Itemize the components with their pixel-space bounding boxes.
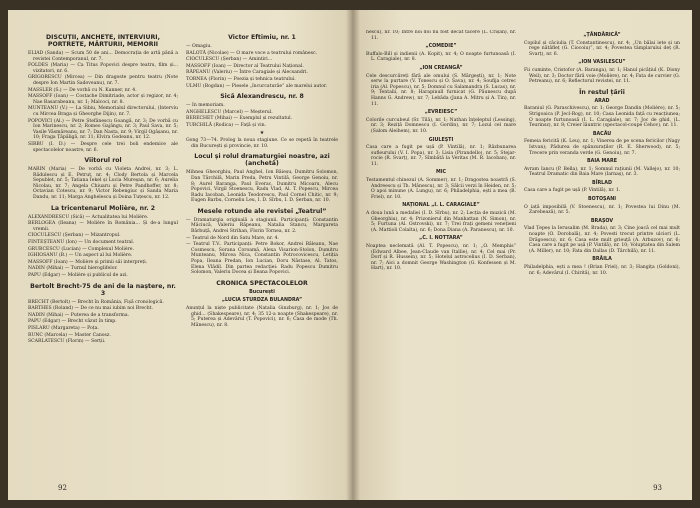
- section-heading: În restul țării: [579, 88, 625, 96]
- subsection-heading: „C. I. NOTTARA”: [419, 236, 463, 242]
- subsection-heading: București: [249, 289, 275, 295]
- entry: PAPU (Edgar) — Brecht văzut în timp.: [28, 319, 117, 325]
- subsection-heading: BRĂILA: [592, 257, 612, 263]
- entry: BARTHES (Roland) — De ce nu mai iubim noi Brecht.: [28, 306, 153, 312]
- entry: MASSLER (S.) — De vorbă cu N. Kanner, nr. 4.: [28, 87, 137, 93]
- entry: RUNC (Marcela) — Master Canosz.: [28, 332, 111, 338]
- page-number-right: 93: [653, 484, 662, 492]
- open-book: [8, 10, 692, 500]
- entry: Femeia fericită (K. Leu), nr. 1; Vinerea de pe scena fericilor (Nagy Istvan); Pădurea de spânzuraților (R. E. Sherwood), nr. 5; Trecere prin veranda verde (G. Genoiu), nr. 7.: [524, 139, 680, 156]
- entry: MASSOFF (Ioan) — Director al Teatrului Național.: [186, 63, 304, 69]
- right-page-column-1: [366, 30, 516, 486]
- subsection-heading: BACĂU: [592, 131, 612, 137]
- subsection-heading: BOTOȘANI: [587, 197, 617, 203]
- subsection-heading: BÎRLAD: [592, 180, 612, 186]
- subsection-heading: „ION VASILESCU”: [578, 60, 626, 66]
- book-gutter: [346, 10, 360, 500]
- entry: Fii cuminte, Cristofor (A. Baranga), nr. 1; Hanul picățiul (K. Diony Weil), nr. 3; Doctor fără voie (Molière), nr. 4; Fata de curvier (G. Petreanu), nr. 6; Reflectorul revistei, nr. 11.: [524, 67, 680, 85]
- entry: GRUBCESCU (Lucian) — Complexul Molière.: [28, 246, 134, 252]
- entry: CIOCULESCU (Șerban) — Mizantropul.: [28, 233, 121, 239]
- entry: FOLDES (Maria) — Ca Titus Popovici despre teatru, film și... vizitatori, nr. 6.: [28, 63, 178, 74]
- entry: Mihnea Gheorghiu, Paul Anghel, Ion Băieșu, Dumitru Solomon, Dan Tărchilă, Marin Preda, Petru Vintilă, George Genoiu, nr. 8; Aurel Baranga, Paul Everac, Dumitru Micoaru, Alecu Popovici, Virgil Stoenescu, Radu Vlad, Al. T. Popescu, Mircea Radu Iacoban, Leonida Teodorescu, Paul Cornel Chitic, nr. 9; Eugen Barbu, Corneliu Leu, I. D. Sîrbu, I. D. Șerban, nr. 10.: [186, 170, 338, 204]
- section-heading: Locul și rolul dramaturgiei noastre, azi (anchetă): [194, 153, 330, 168]
- section-heading: Mesele rotunde ale revistei „Teatrul”: [197, 207, 327, 215]
- entry: POPOVICI (Al.) — Petre Ștefănescu Goangă, nr. 3; De vorbă cu Ion Marinescu, nr. 2; Romeo Gajăngu, nr. 3; Paul Sava, nr. 5; Vasile Vâsmăreanu, nr. 7; Dan Nasta, nr. 9; Virgil Ogășanu, nr. 10; Fraga Țăpăligă, nr. 11; Elvira Godeanu, nr. 12.: [28, 118, 178, 141]
- section-heading: Viitorul rol: [84, 157, 122, 165]
- entry: ULMU (Bogdan) — Piesele „încurcaturăe” ale marelui autor.: [186, 83, 328, 89]
- subsection-heading: GIULEȘTI: [428, 137, 454, 143]
- entry: SIRBU (I. D.) — Despre cele trei boli endemice ale spectacolelor noastre, nr. 6.: [28, 141, 178, 153]
- entry: Casa care a fugit pe ușă (P. Vintilă), nr. 1.: [524, 188, 621, 194]
- star-separator: ★: [259, 129, 265, 136]
- section-heading: DISCUȚII, ANCHETE, INTERVIURI, PORTRETE, MĂRTURII, MEMORII: [46, 34, 160, 48]
- left-page-column-1: [28, 30, 178, 486]
- entry: RĂPEANU (Valeriu) — Între Caragiale și Alecsandri.: [186, 70, 308, 76]
- entry: O iață imposibilă (V. Stoenescu), nr. 1; Povestea lui Dinu (M. Zarebează), nr. 5.: [524, 204, 680, 216]
- entry: NADIN (Mihai) — Turnul hieroglifelor.: [28, 266, 118, 272]
- left-page: [8, 10, 352, 500]
- entry: ELIAD (Sanda) — Scum 50 de ani... Democrația de artă până a revistei Contemporanul, nr. 7.: [28, 51, 178, 62]
- entry: A doua lună a medaliei (I. D. Sîrbu), nr. 2; Lecția de muzică (M. Gheorghiu), nr. 4; Prizonierul din Manhattan (N. Simon), nr. 5; Furtuna (Al. Ostrovski), nr. 7; Trei frați gemeni venețieni (A. Mattioli Colalta), nr. 6; Dona Diana (A. Paranescu), nr. 10.: [366, 211, 516, 233]
- entry: Noaptea neclemată (Al. T. Popescu), nr. 1; „O. Memphis” (Edward Albee, Jean-Claude van Itallie), nr. 4; Cel mai (Pr. Dorf și R. Hussein), nr. 5; Hotelul astrocelius (I. D. Serban), nr. 7; Aici a domnit George Washington (G. Konfessen și M. Hart), nr. 10.: [366, 244, 516, 272]
- subsection-heading: BRAȘOV: [590, 218, 614, 224]
- entry: Vlad Țepeș la Ierusalim (M. Brada), nr. 3; Cine joacă cel mai mult noapte (O. Dorobală), nr. 4; Povesti trecut printre ulciori (L. Drăgoescu), nr. 6; Casa este mult grieuță (A. Arbuzov), nr. 6; Casa care a fugit pe ușă (P. Vintilă), nr. 10; Voluptatea din Salem (A. Miller), nr. 10; Fata din Dallas (D. Tărchilă), nr. 11.: [524, 226, 680, 254]
- entry: Casa care a fugit pe ușă (P. Vintilă), nr. 1; Răzbunarea sufleurului (V. I. Popa), nr. 3; Lisia (Pirandello), nr. 5; Stejar-rocie (R. Svarț), nr. 7; Sîmbătă la Veritas (M. R. Iacoban), nr. 11.: [366, 145, 516, 167]
- entry: Anunțul la niște publicitate (Natalia Ginzburg), nr. 1; Jos de ghid... (Shakespeare), nr. 4; 35 12-a noapte (Shakespeare), nr. 5; Puterea și Adevărul (T. Popovici), nr. 6; Casa de mode (Th. Mănescu), nr. 8.: [186, 306, 338, 328]
- entry: Avram Iancu (P. Bella), nr. 1; Somnul rațiunii (M. Vallejo), nr. 10; Teatrul Dramatic din Baia Mare (Iarnaș), nr. 3.: [524, 166, 680, 178]
- right-page-column-2: [524, 30, 680, 486]
- section-heading: CRONICA SPECTACOLELOR: [216, 279, 308, 287]
- subsection-heading: „COMEDIE”: [425, 44, 457, 50]
- entry: IGHIOSANU (B.) — Un aspect al lui Molière.: [28, 253, 133, 259]
- entry: — Dramaturgia originală a stagiunii. Participanți: Constantin Măciucă, Valeriu Răpeanu, Natalia Stancu, Margareta Bărbuță, Andrei Strihan, Florin Tornea, nr. 2.: [186, 217, 338, 235]
- entry: TURCHILĂ (Rodica) — Față și vin.: [186, 122, 267, 128]
- page-number-left: 92: [58, 484, 67, 492]
- entry: FINTEȘTEANU (Ion) — Un document teatral.: [28, 240, 135, 246]
- entry: BERECHET (Mihai) — Exemplul și rezultatul.: [186, 116, 293, 122]
- entry: SCARLATESCU (Florin) — Serții.: [28, 339, 106, 345]
- entry: ANGHELESCU (Marcel) — Meșterul.: [186, 109, 273, 115]
- entry: MASSOFF (Ioan) — Molière și primii săi interpreți.: [28, 259, 148, 265]
- entry: GRIGORESCU (Mircea) — Din dragoste pentru teatru (Note despre Ion Martin Sadoveanu), nr. 7.: [28, 75, 178, 86]
- entry: Colorile curcubeul (Sr. Tilă), nr. 1; Nathan înțeleptul (Lessing), nr. 3; Reziță Domnescu (I. Gordin), nr. 7; Lozul cel mare (Salom Aleihem), nr. 10.: [366, 117, 516, 134]
- entry: Copilul și căciulia (T. Constantinescu), nr. 4; „Un bălai iete și un rege nătăfleț (G. Ciocoiu)”, nr. 4; Povestea tâmplarului deț (R. Svarț), nr. 6.: [524, 40, 680, 57]
- subsection-heading: ARAD: [594, 98, 610, 104]
- section-heading: Sică Alexandrescu, nr. 8: [220, 93, 304, 101]
- entry: MUNTEANU (V.) — La Sibiu, Memorialul directorului, (Interviu cu Mircea Braga și Gheorghe Dijin), nr. 7.: [28, 106, 178, 117]
- entry: MASSOFF (Ioan) — Costache Dimitriade, actor și regizor, nr. 4; Nae Basarabeanu, nr. 1; Malcoci, nr. 8.: [28, 94, 178, 105]
- subsection-heading: „ION CREANGĂ”: [419, 65, 463, 71]
- entry: PAPU (Edgar) — Molière și publicul de azi.: [28, 273, 128, 278]
- subsection-heading: „LUCIA STURDZA BULANDRA”: [221, 298, 303, 304]
- entry: Cele descurcăreți fără ale omului (S. Mărgești), nr. 1; Note serw la purtare (V. Tonescu și O. Șava), nr. 4; Soufija cetrec iria (Al. Popescu), nr. 5; Domnul cu Salamandra (S. Lucas), nr. 9; Tentalii, nr. 8; Harapinull furnicat (G. Păunescu după Hanns G. Andrew), nr. 7; Lebăda (Jana A. Mitru și A. Tin), nr. 11.: [366, 73, 516, 107]
- entry: TORNEA (Florin) — Poezia și tehnica teatrului.: [186, 76, 296, 82]
- subsection-heading: „ȚĂNDĂRICĂ”: [583, 33, 621, 38]
- entry: Philadelphia, ești a mea ! (Brian Friel), nr. 3; Hangița (Goldoni), nr. 6; Adevărul (I. Chirită), nr. 10.: [524, 265, 680, 276]
- section-heading: Bertolt Brecht-75 de ani de la naștere, nr. 3: [30, 282, 176, 297]
- entry: Testamentul chinezul (A. Sommer), nr. 1; Dragostea noastră (S. Andreescu și Th. Mănescu), nr. 3; Sălcii verzi în Heiden, nr. 5; O apoi minune (A. Lungu), nr. 6; Philadelphia, ești a mea (B. Friel), nr. 10.: [366, 178, 516, 200]
- entry: ALEXANDRESCU (Sică) — Actualitatea lui Molière.: [28, 214, 149, 220]
- subsection-heading: BAIA MARE: [587, 159, 617, 165]
- subsection-heading: MIC: [435, 170, 447, 176]
- subsection-heading: „EVREIESC”: [424, 110, 458, 116]
- section-heading: Victor Eftimiu, nr. 1: [228, 34, 296, 41]
- entry: Buffalo-Bill și indienii (A. Kopit), nr. 4; O noapte furtunoasă (I. L. Caragiale), nr. 8.: [366, 51, 516, 63]
- right-page: [352, 10, 692, 500]
- entry: Gong 73—74. Prolog la noua stagiune. Ce se repetă în teatrele din București și provincie, nr. 10.: [186, 138, 338, 149]
- entry: nescu), nr. 10; Între noi doi nu fost decât tăcere (L. Crișan), nr. 11.: [366, 30, 516, 41]
- entry: — Omagiu.: [186, 44, 212, 49]
- left-page-column-2: [186, 30, 338, 486]
- entry: NADIN (Mihai) — Puterea de a transforma.: [28, 312, 130, 318]
- entry: BALOTĂ (Nicolae) — O mare voce a teatrului românesc.: [186, 50, 317, 56]
- subsection-heading: NAȚIONAL „I. L. CARAGIALE”: [402, 203, 480, 209]
- entry: Baraniul (G. Paraschivescu), nr. 1; George Dandin (Molière), nr. 5; Strigoaica (P. Jecl-Rog), nr. 10; Casa Leonida față cu reacțiunea; O noapte furtunoasă (I. L. Caragiale), nr. 7; Joc de ghid, (L. Teurinsz), nr. 8; Creier lăuntric (spectacol-coupé Cehov), nr. 11.: [524, 106, 680, 129]
- entry: CIOCULESCU (Șerban) — Amintiri...: [186, 57, 273, 63]
- entry: — In memoriam.: [186, 103, 225, 109]
- entry: BERLOGEA (Ileana) — Molière în România... Și de-a lungul vremii.: [28, 221, 178, 232]
- section-heading: La tricentenarul Molière, nr. 2: [50, 204, 156, 212]
- entry: MARIN (Maria) — De vorbă cu Violeta Andrei, nr. 3; L. Rădulescu și E. Petruț, nr. 4; Clody Bertola și Marcela Sepublet, nr. 5; Tatiana Iekel și Lucia Mureșan, nr. 6; Aurelia Nicolau, nr. 7; Angela Chiuaru și Petre Pandhoffer, nr. 8; Octavian Cotescu, nr. 9; Victor Rebengiuc și Sanda Maria Dandu, nr. 11; Marga Anghelescu și Doina Tuțescu, nr. 12.: [28, 167, 178, 201]
- entry: — Teatrul de Nord din Satu Mare, nr. 4.: [186, 235, 279, 241]
- entry: — Teatrul T.V.. Participanți: Petre Bokor, Andrei Băleanu, Nae Cosmescu, Sorana Coroamă, Alexa Visarion-Stolon, Dumitru Munteanu, Mircea Nica, Constantin Potrocovicescu, Letiția Popa, Ileana Predan, Ion Lucian, Doru Năstase, Al. Tatos, Elena Vlădil. Din partea redacției: Radu Popescu Dumitru Solomon, Valeriu Docea și Ileana Popovici.: [186, 242, 338, 276]
- entry: BRECHT (Bertolt) — Brecht în România, Fișă cronologică.: [28, 299, 164, 305]
- entry: PISLARU (Margareta) — Poța.: [28, 325, 99, 331]
